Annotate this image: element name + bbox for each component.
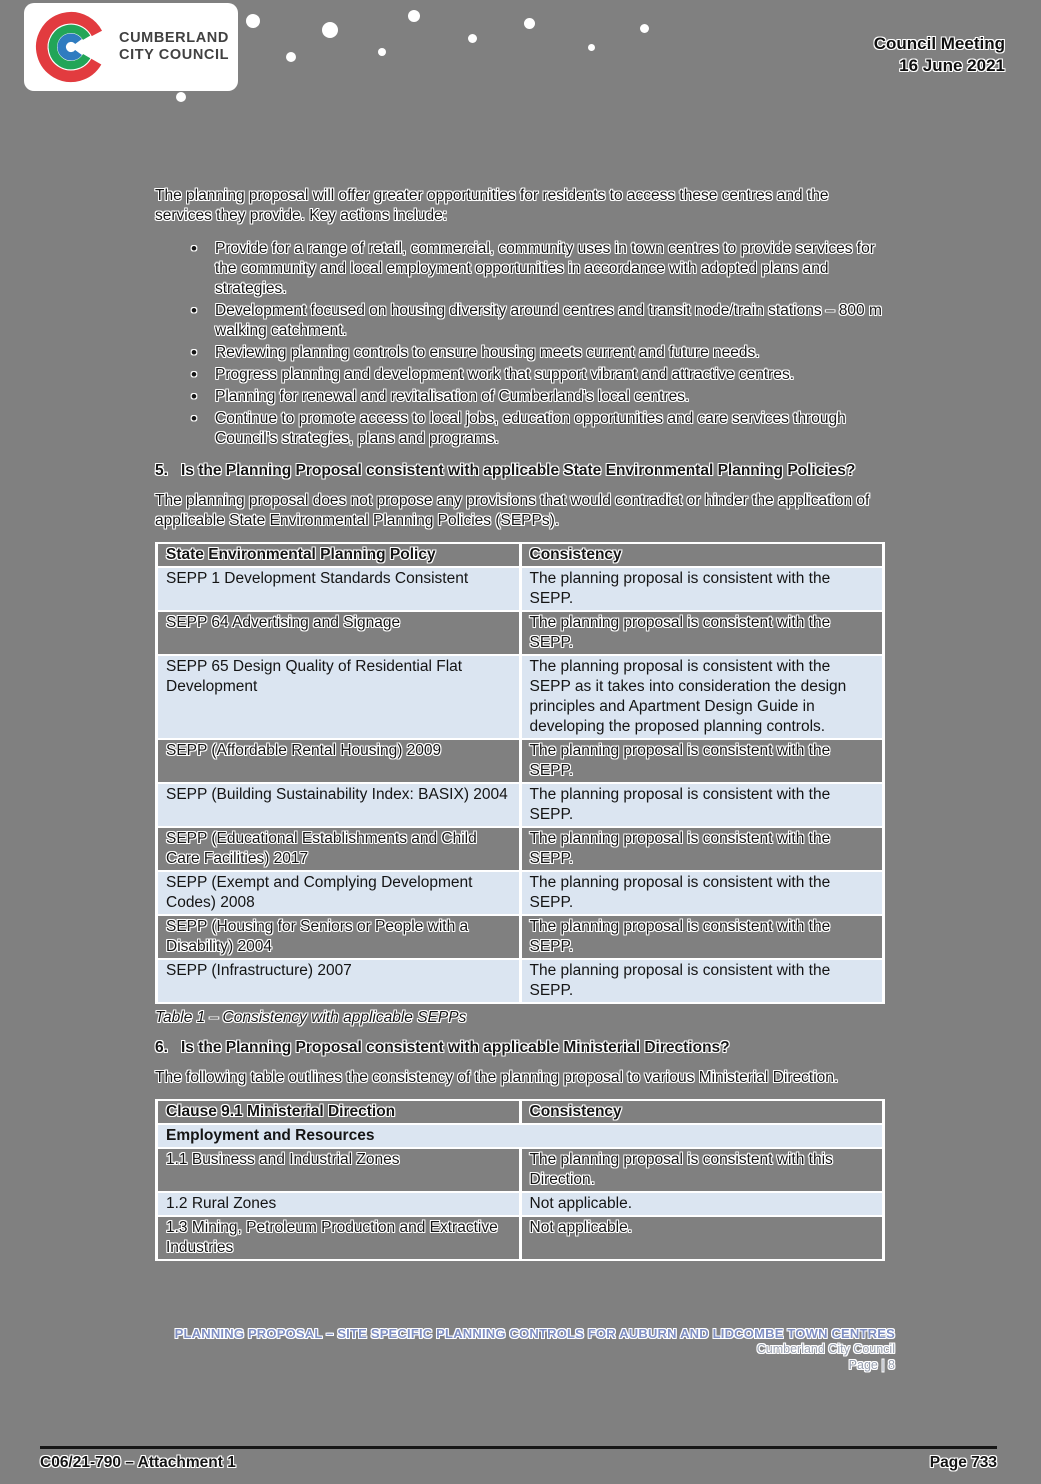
logo-text-line2: CITY COUNCIL	[119, 47, 230, 63]
table-cell: SEPP (Building Sustainability Index: BASIX) 2004	[157, 783, 521, 827]
table-cell: The planning proposal is consistent with the SEPP.	[520, 783, 884, 827]
table-subheader-row	[157, 1124, 884, 1148]
scan-artifact	[286, 52, 296, 62]
table-cell: SEPP 1 Development Standards Consistent	[157, 567, 521, 611]
bullet-list	[155, 239, 885, 449]
table-row	[157, 1216, 884, 1260]
table-row	[157, 611, 884, 655]
section5-number: 5.	[155, 462, 168, 479]
table-row	[157, 783, 884, 827]
scan-artifact	[176, 92, 186, 102]
table-cell: The planning proposal is consistent with the SEPP.	[520, 611, 884, 655]
page-number: Page 733	[929, 1454, 997, 1471]
scan-artifact	[322, 22, 338, 38]
logo-text	[119, 30, 229, 64]
meeting-date: 16 June 2021	[899, 56, 1005, 75]
scan-artifact	[640, 24, 649, 33]
table-cell: The planning proposal is consistent with the SEPP.	[520, 739, 884, 783]
table-cell: SEPP (Educational Establishments and Child Care Facilities) 2017	[157, 827, 521, 871]
column-header-consistency: Consistency	[520, 1100, 884, 1124]
table-row	[157, 827, 884, 871]
table-cell: SEPP (Exempt and Complying Development Codes) 2008	[157, 871, 521, 915]
document-footer	[175, 1326, 895, 1373]
bullet-item: • Progress planning and development work that support vibrant and attractive centres.	[155, 365, 885, 385]
table-row	[157, 959, 884, 1003]
table-row	[157, 871, 884, 915]
bullet-item: • Planning for renewal and revitalisation of Cumberland's local centres.	[155, 387, 885, 407]
document-body	[155, 186, 885, 1265]
section6-paragraph: The following table outlines the consistency of the planning proposal to various Ministerial Direction.	[155, 1069, 839, 1086]
table-cell: Not applicable.	[520, 1192, 884, 1216]
table-cell: The planning proposal is consistent with the SEPP.	[520, 871, 884, 915]
table-row	[157, 1192, 884, 1216]
logo-text-line1: CUMBERLAND	[119, 30, 229, 46]
intro-paragraph: The planning proposal will offer greater opportunities for residents to access these centres and the services they provide. Key actions include:	[155, 187, 829, 224]
council-logo-icon	[32, 8, 110, 86]
table-cell: Not applicable.	[520, 1216, 884, 1260]
table-cell: SEPP (Infrastructure) 2007	[157, 959, 521, 1003]
table-subheader-cell: Employment and Resources	[157, 1124, 884, 1148]
table-row	[157, 655, 884, 739]
bullet-item: • Provide for a range of retail, commercial, community uses in town centres to provide services for the community and local employment opportunities in accordance with adopted plans and strategies.	[155, 239, 885, 299]
bullet-item: • Development focused on housing diversity around centres and transit node/train stations – 800 m walking catchment.	[155, 301, 885, 341]
table-cell: The planning proposal is consistent with the SEPP.	[520, 915, 884, 959]
table-row	[157, 1148, 884, 1192]
scan-artifact	[524, 18, 535, 29]
attachment-reference: C06/21-790 – Attachment 1	[40, 1454, 236, 1471]
bullet-item: • Continue to promote access to local jobs, education opportunities and care services through Council's strategies, plans and programs.	[155, 409, 885, 449]
sepp-table-header-row	[157, 543, 884, 567]
table-cell: SEPP (Housing for Seniors or People with a Disability) 2004	[157, 915, 521, 959]
table-cell: 1.2 Rural Zones	[157, 1192, 521, 1216]
table-cell: SEPP (Affordable Rental Housing) 2009	[157, 739, 521, 783]
scan-artifact	[408, 10, 420, 22]
table-cell: SEPP 65 Design Quality of Residential Flat Development	[157, 655, 521, 739]
footer-page-label: Page | 8	[848, 1358, 895, 1372]
sepp-consistency-table	[155, 542, 885, 1004]
table-cell: The planning proposal is consistent with this Direction.	[520, 1148, 884, 1192]
table1-caption: Table 1 – Consistency with applicable SEPPs	[155, 1009, 467, 1026]
table-cell: 1.1 Business and Industrial Zones	[157, 1148, 521, 1192]
scan-artifact	[378, 48, 386, 56]
meeting-title: Council Meeting	[873, 34, 1005, 53]
column-header-direction: Clause 9.1 Ministerial Direction	[157, 1100, 521, 1124]
ministerial-directions-table	[155, 1099, 885, 1261]
table-row	[157, 739, 884, 783]
section6-number: 6.	[155, 1039, 168, 1056]
footer-report-title: PLANNING PROPOSAL – SITE SPECIFIC PLANNING CONTROLS FOR AUBURN AND LIDCOMBE TOWN CENTRES	[174, 1326, 895, 1341]
directions-table-header-row	[157, 1100, 884, 1124]
table-cell: The planning proposal is consistent with the SEPP.	[520, 959, 884, 1003]
table-row	[157, 567, 884, 611]
table-cell: SEPP 64 Advertising and Signage	[157, 611, 521, 655]
section5-heading: 5. Is the Planning Proposal consistent with applicable State Environmental Planning Policies?	[155, 462, 856, 479]
footer-council-name: Cumberland City Council	[756, 1342, 895, 1356]
directions-table-body	[157, 1124, 884, 1260]
footer-divider	[40, 1446, 997, 1449]
scan-artifact	[588, 44, 595, 51]
sepp-table-body	[157, 567, 884, 1003]
bullet-item: • Reviewing planning controls to ensure housing meets current and future needs.	[155, 343, 885, 363]
table-cell: 1.3 Mining, Petroleum Production and Extractive Industries	[157, 1216, 521, 1260]
section6-heading: 6. Is the Planning Proposal consistent with applicable Ministerial Directions?	[155, 1039, 730, 1056]
table-cell: The planning proposal is consistent with the SEPP.	[520, 567, 884, 611]
scan-artifact	[246, 14, 260, 28]
section5-paragraph: The planning proposal does not propose any provisions that would contradict or hinder the application of applicable State Environmental Planning Policies (SEPPs).	[155, 492, 870, 529]
column-header-policy: State Environmental Planning Policy	[157, 543, 521, 567]
meeting-header	[874, 33, 1005, 77]
table-row	[157, 915, 884, 959]
council-logo	[24, 3, 238, 91]
scan-artifact	[468, 34, 477, 43]
table-cell: The planning proposal is consistent with the SEPP as it takes into consideration the design principles and Apartment Design Guide in developing the proposed planning controls.	[520, 655, 884, 739]
table-cell: The planning proposal is consistent with the SEPP.	[520, 827, 884, 871]
column-header-consistency: Consistency	[520, 543, 884, 567]
